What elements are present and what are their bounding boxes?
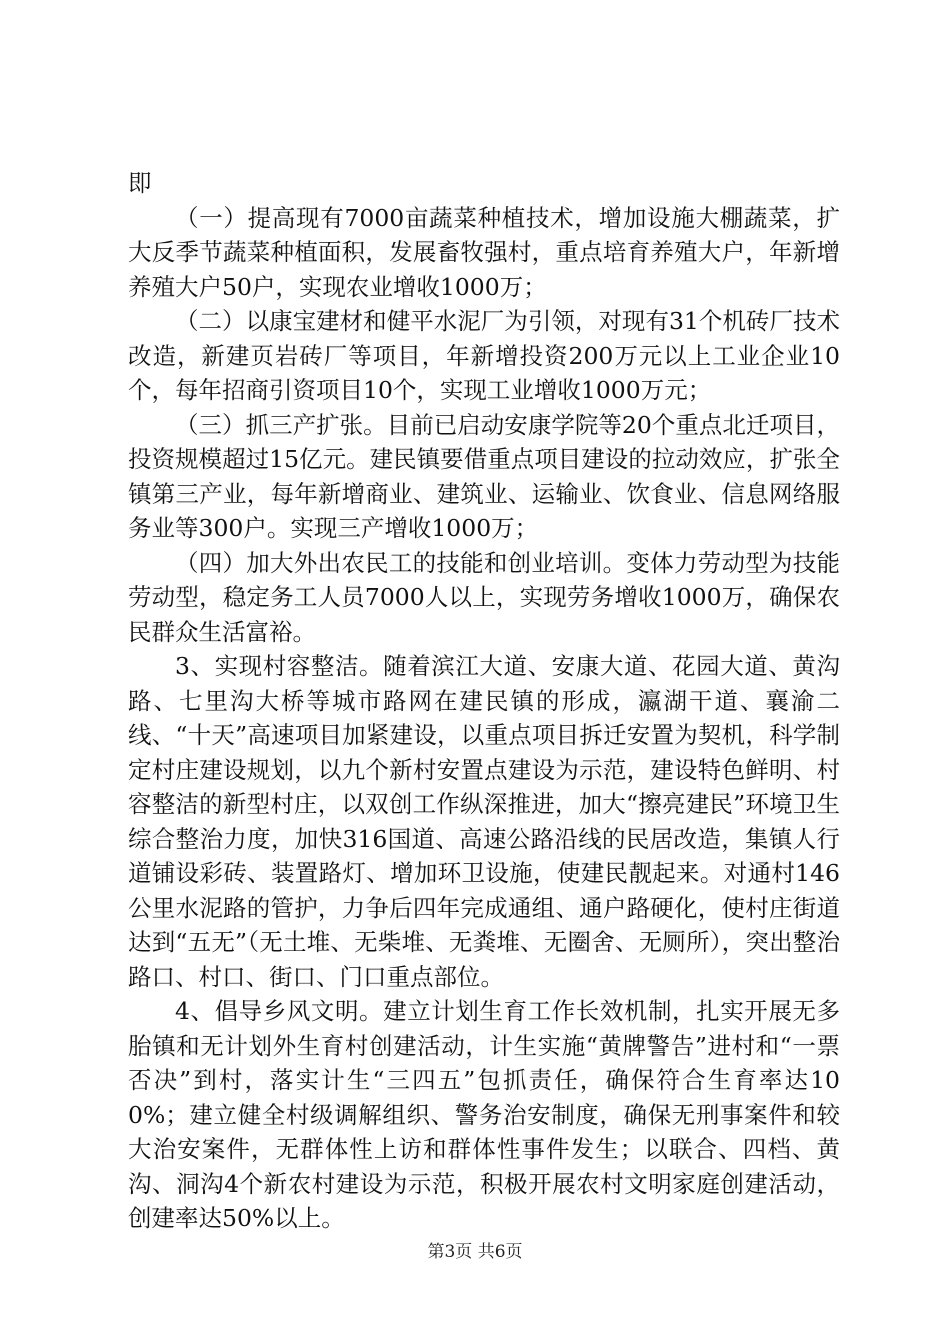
paragraph-item-2: （二）以康宝建材和健平水泥厂为引领，对现有31个机砖厂技术改造，新建页岩砖厂等项目，年新增投资200万元以上工业企业10个，每年招商引资项目10个，实现工业增收1000万元；: [128, 307, 840, 404]
paragraph-continuation: 即: [128, 169, 152, 197]
paragraph-item-1: （一）提高现有7000亩蔬菜种植技术，增加设施大棚蔬菜，扩大反季节蔬菜种植面积，发展畜牧强村，重点培育养殖大户，年新增养殖大户50户，实现农业增收1000万；: [128, 203, 840, 301]
document-body: [128, 166, 840, 1236]
paragraph-item-4: （四）加大外出农民工的技能和创业培训。变体力劳动型为技能劳动型，稳定务工人员7000人以上，实现劳务增收1000万，确保农民群众生活富裕。: [128, 548, 840, 646]
paragraph-civilization: 4、倡导乡风文明。建立计划生育工作长效机制，扎实开展无多胎镇和无计划外生育村创建活动，计生实施“黄牌警告”进村和“一票否决”到村，落实计生“三四五”包抓责任，确保符合生育率达100%；建立健全村级调解组织、警务治安制度，确保无刑事案件和较大治安案件，无群体性上访和群体性事件发生；以联合、四档、黄沟、洞沟4个新农村建设为示范，积极开展农村文明家庭创建活动，创建率达50%以上。: [128, 997, 840, 1232]
page-number-footer: 第3页 共6页: [427, 1242, 523, 1262]
paragraph-item-3: （三）抓三产扩张。目前已启动安康学院等20个重点北迁项目，投资规模超过15亿元。建民镇要借重点项目建设的拉动效应，扩张全镇第三产业，每年新增商业、建筑业、运输业、饮食业、信息网络服务业等300户。实现三产增收1000万；: [128, 410, 840, 542]
paragraph-village-cleanliness: 3、实现村容整洁。随着滨江大道、安康大道、花园大道、黄沟路、七里沟大桥等城市路网在建民镇的形成，瀛湖干道、襄渝二线、“十天”高速项目加紧建设，以重点项目拆迁安置为契机，科学制定村庄建设规划，以九个新村安置点建设为示范，建设特色鲜明、村容整洁的新型村庄，以双创工作纵深推进，加大“擦亮建民”环境卫生综合整治力度，加快316国道、高速公路沿线的民居改造，集镇人行道铺设彩砖、装置路灯、增加环卫设施，使建民靓起来。对通村146公里水泥路的管护，力争后四年完成通组、通户路硬化，使村庄街道达到“五无”（无土堆、无柴堆、无粪堆、无圈舍、无厕所），突出整治路口、村口、街口、门口重点部位。: [128, 652, 840, 991]
